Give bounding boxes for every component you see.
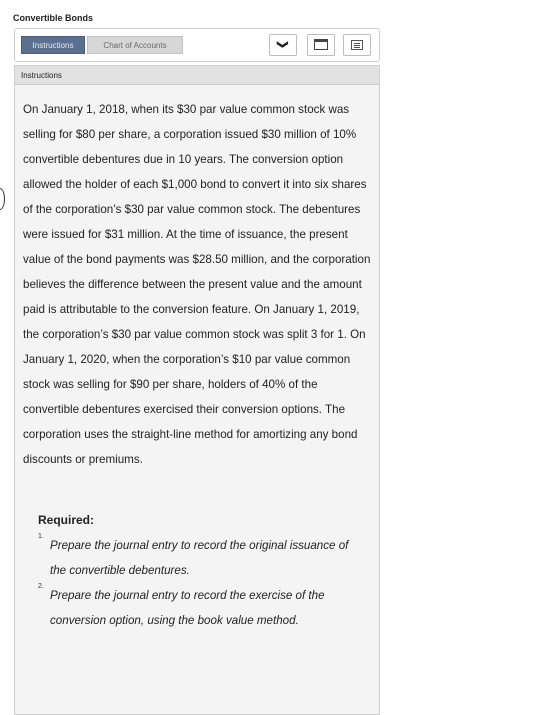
window-icon xyxy=(314,39,328,50)
edge-bracket-mark xyxy=(0,188,5,210)
tab-instructions[interactable]: Instructions xyxy=(21,36,85,54)
required-item-number: 2. xyxy=(38,583,44,590)
required-item-text: Prepare the journal entry to record the exercise of the conversion option, using the book value method. xyxy=(50,589,325,627)
instructions-panel xyxy=(14,65,380,715)
list-view-button[interactable] xyxy=(343,34,371,56)
dropdown-button[interactable] xyxy=(269,34,297,56)
page-title: Convertible Bonds xyxy=(13,13,94,23)
required-item-text: Prepare the journal entry to record the original issuance of the convertible debentures. xyxy=(50,539,349,577)
panel-header: Instructions xyxy=(15,66,379,85)
required-item-number: 1. xyxy=(38,533,44,540)
toolbar xyxy=(14,28,380,62)
list-icon xyxy=(351,40,363,50)
window-view-button[interactable] xyxy=(307,34,335,56)
instructions-text: On January 1, 2018, when its $30 par value common stock was selling for $80 per share, a corporation issued $30 million of 10% convertible debentures due in 10 years. The conversion option allowed the holder of each $1,000 bond to convert it into six shares of the corporation’s $30 par value common stock. The debentures were issued for $31 million. At the time of issuance, the present value of the bond payments was $28.50 million, and the corporation believes the difference between the present value and the amount paid is attributable to the conversion feature. On January 1, 2019, the corporation’s $30 par value common stock was split 3 for 1. On January 1, 2020, when the corporation’s $10 par value common stock was selling for $90 per share, holders of 40% of the convertible debentures exercised their conversion options. The corporation uses the straight-line method for amortizing any bond discounts or premiums. xyxy=(23,103,371,466)
tab-chart-of-accounts[interactable]: Chart of Accounts xyxy=(87,36,183,54)
required-heading: Required: xyxy=(38,513,95,527)
chevron-down-icon: ❯ xyxy=(276,39,289,50)
